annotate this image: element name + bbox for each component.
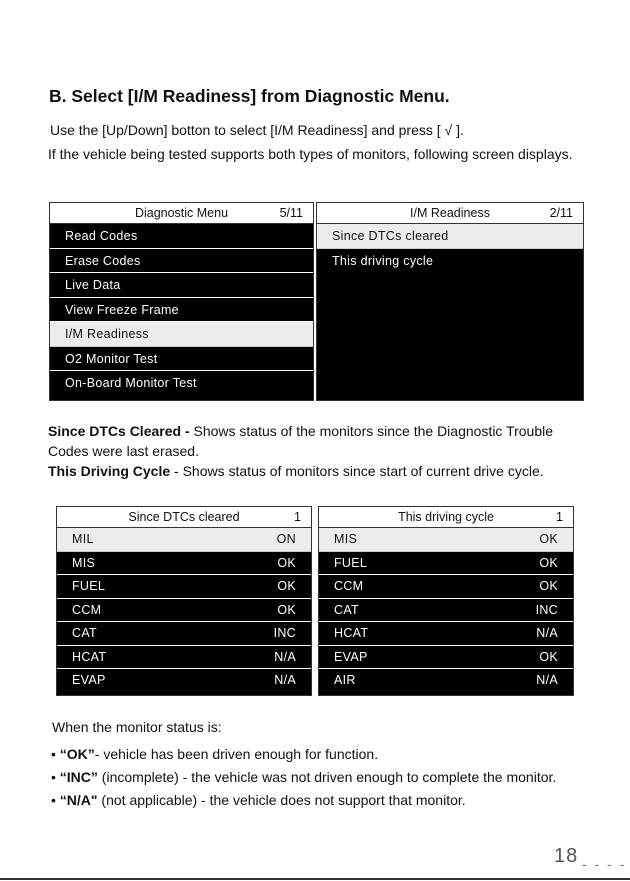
monitor-status: N/A [536,626,558,640]
monitor-name: FUEL [72,579,106,593]
screen-header [319,507,573,528]
monitor-name: EVAP [72,673,106,687]
status-text: (not applicable) - the vehicle does not support that monitor. [97,792,466,808]
driving-cycle-text: - Shows status of monitors since start of current drive cycle. [170,463,544,479]
instruction-text: Use the [Up/Down] botton to select [I/M Readiness] and press [ √ ]. [50,122,464,138]
section-heading: B. Select [I/M Readiness] from Diagnostic Menu. [49,86,450,106]
monitor-status: N/A [536,673,558,687]
monitor-name: MIS [334,532,358,546]
screen-title: Since DTCs cleared [128,510,240,524]
status-term: “OK” [59,746,95,762]
monitor-row [319,669,573,693]
driving-cycle-screen [318,506,574,696]
driving-cycle-term: This Driving Cycle [48,463,171,479]
monitor-name: AIR [334,673,356,687]
menu-item-live-data[interactable]: Live Data [50,273,313,298]
monitor-status: OK [539,649,558,664]
since-dtcs-screen [56,506,312,696]
menu-item-view-freeze-frame[interactable]: View Freeze Frame [50,298,313,323]
monitor-status: INC [273,626,296,640]
status-text: (incomplete) - the vehicle was not driven enough to complete the monitor. [97,769,557,785]
monitor-name: CAT [334,602,359,617]
im-readiness-screen [316,202,584,401]
monitor-status: OK [539,555,558,570]
monitor-row [319,622,573,646]
menu-item-onboard-monitor-test[interactable]: On-Board Monitor Test [65,376,197,390]
monitor-row [319,528,573,552]
screen-header [57,507,311,528]
bottom-divider [0,878,630,880]
status-intro: When the monitor status is: [52,719,222,735]
monitor-row [319,552,573,576]
page-dashes: - - - - [582,856,627,872]
monitors-note: If the vehicle being tested supports both types of monitors, following screen displays. [48,146,573,162]
screen-title: This driving cycle [398,510,494,524]
monitor-status: N/A [274,649,296,664]
monitor-row [57,599,311,623]
since-dtcs-description [48,421,593,461]
monitor-row [57,669,311,693]
monitor-row [319,646,573,670]
monitor-status: INC [535,602,558,617]
monitor-status: OK [277,579,296,593]
monitor-row [319,599,573,623]
screen-page: 5/11 [279,206,303,220]
list-item: • “N/A" (not applicable) - the vehicle does not support that monitor. [51,792,466,808]
menu-item-this-driving-cycle[interactable]: This driving cycle [332,253,434,268]
monitor-row [319,575,573,599]
monitor-name: HCAT [334,626,369,640]
monitor-name: MIL [72,532,94,546]
monitor-name: CCM [72,602,102,617]
monitor-status: OK [539,579,558,593]
since-dtcs-term: Since DTCs Cleared - [48,423,190,439]
monitor-status: OK [277,602,296,617]
monitor-row [57,552,311,576]
menu-item-im-readiness[interactable]: I/M Readiness [50,322,313,347]
status-term: “N/A" [59,792,98,808]
menu-item-o2-monitor-test[interactable]: O2 Monitor Test [50,347,313,372]
driving-cycle-description [48,461,593,481]
diagnostic-menu-screen [49,202,314,401]
status-legend-list [51,745,571,814]
monitor-row [57,646,311,670]
monitor-row [57,528,311,552]
screen-page: 1 [556,510,563,524]
monitor-name: CAT [72,626,97,640]
monitor-row [57,575,311,599]
monitor-status: N/A [274,673,296,687]
list-item: • “INC” (incomplete) - the vehicle was not driven enough to complete the monitor. [51,769,557,785]
menu-item-read-codes[interactable]: Read Codes [50,224,313,249]
menu-item-since-dtcs-cleared[interactable]: Since DTCs cleared [317,224,583,249]
menu-item-erase-codes[interactable]: Erase Codes [50,249,313,274]
monitor-status: OK [539,532,558,546]
screen-page: 1 [294,510,301,524]
monitor-row [57,622,311,646]
monitor-status: OK [277,555,296,570]
monitor-name: MIS [72,555,96,570]
screen-title: Diagnostic Menu [134,206,229,220]
monitor-name: FUEL [334,555,368,570]
page-number: 18 [554,845,579,867]
screen-title: I/M Readiness [410,206,490,220]
monitor-name: CCM [334,579,364,593]
status-term: “INC” [59,769,98,785]
since-dtcs-text: Shows status of the monitors since the Diagnostic Trouble Codes were last erased. [48,423,554,459]
monitor-name: HCAT [72,649,107,664]
list-item: • “OK”- vehicle has been driven enough for function. [51,746,379,762]
monitor-name: EVAP [334,649,368,664]
screen-header [317,203,583,224]
monitor-status: ON [276,532,296,546]
screen-page: 2/11 [549,206,573,220]
status-text: - vehicle has been driven enough for function. [94,746,379,762]
screen-header [50,203,313,224]
